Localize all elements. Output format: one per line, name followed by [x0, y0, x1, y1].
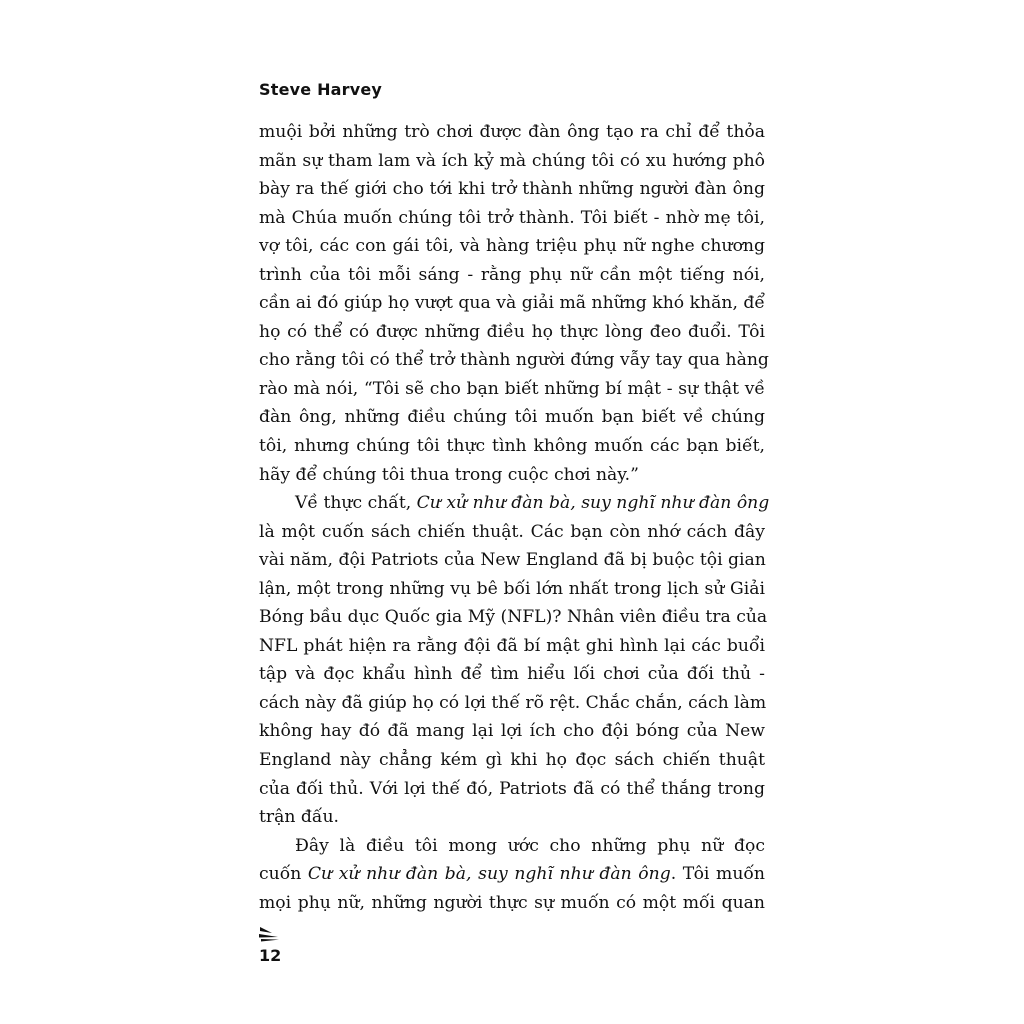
text-line	[259, 489, 770, 518]
text-line: lận, một trong những vụ bê bối lớn nhất trong lịch sử Giải	[259, 578, 765, 599]
text-line: là một cuốn sách chiến thuật. Các bạn còn nhớ cách đây	[259, 521, 765, 542]
line-text: Về thực chất,	[295, 493, 417, 514]
text-line: mãn sự tham lam và ích kỷ mà chúng tôi có xu hướng phô	[259, 150, 765, 171]
text-line: NFL phát hiện ra rằng đội đã bí mật ghi hình lại các buổi	[259, 635, 765, 656]
text-line: mọi phụ nữ, những người thực sự muốn có một mối quan	[259, 892, 765, 913]
line-text: . Tôi muốn	[670, 864, 765, 885]
text-line: muội bởi những trò chơi được đàn ông tạo ra chỉ để thỏa	[259, 122, 765, 142]
text-line: họ có thể có được những điều họ thực lòng đeo đuổi. Tôi	[259, 321, 765, 342]
text-line	[259, 860, 765, 889]
text-line: Bóng bầu dục Quốc gia Mỹ (NFL)? Nhân viên điều tra của	[259, 607, 768, 628]
publisher-logo-icon	[258, 925, 280, 943]
text-line: rào mà nói, “Tôi sẽ cho bạn biết những bí mật - sự thật về	[259, 378, 765, 399]
text-line: tập và đọc khẩu hình để tìm hiểu lối chơi của đối thủ -	[259, 664, 765, 685]
text-line: trình của tôi mỗi sáng - rằng phụ nữ cần một tiếng nói,	[259, 264, 765, 285]
publisher-logo-icon-graphic	[258, 925, 280, 943]
text-line: tôi, nhưng chúng tôi thực tình không muốn các bạn biết,	[259, 436, 765, 457]
text-line: cần ai đó giúp họ vượt qua và giải mã những khó khăn, để	[259, 293, 765, 314]
text-line: Đây là điều tôi mong ước cho những phụ nữ đọc	[295, 835, 765, 856]
page-number: 12	[259, 946, 282, 965]
text-line: vợ tôi, các con gái tôi, và hàng triệu phụ nữ nghe chương	[259, 236, 765, 257]
text-line: đàn ông, những điều chúng tôi muốn bạn biết về chúng	[259, 407, 765, 428]
text-line: bày ra thế giới cho tới khi trở thành những người đàn ông	[259, 179, 765, 200]
body-text	[259, 118, 770, 917]
text-line: của đối thủ. Với lợi thế đó, Patriots đã có thể thắng trong	[259, 778, 765, 799]
text-line: England này chẳng kém gì khi họ đọc sách chiến thuật	[259, 750, 765, 771]
text-line: cách này đã giúp họ có lợi thế rõ rệt. Chắc chắn, cách làm	[259, 692, 767, 713]
book-title-italic: Cư xử như đàn bà, suy nghĩ như đàn ông	[416, 493, 770, 514]
text-line: không hay đó đã mang lại lợi ích cho đội bóng của New	[259, 721, 765, 742]
book-title-italic: Cư xử như đàn bà, suy nghĩ như đàn ông	[307, 864, 671, 885]
text-line: hãy để chúng tôi thua trong cuộc chơi này.”	[259, 464, 639, 485]
running-head: Steve Harvey	[259, 80, 383, 99]
line-text: cuốn	[259, 864, 308, 885]
text-line: trận đấu.	[259, 807, 339, 828]
text-line: vài năm, đội Patriots của New England đã bị buộc tội gian	[259, 550, 766, 571]
text-line: cho rằng tôi có thể trở thành người đứng vẫy tay qua hàng	[259, 350, 769, 371]
text-line: mà Chúa muốn chúng tôi trở thành. Tôi biết - nhờ mẹ tôi,	[259, 207, 765, 228]
